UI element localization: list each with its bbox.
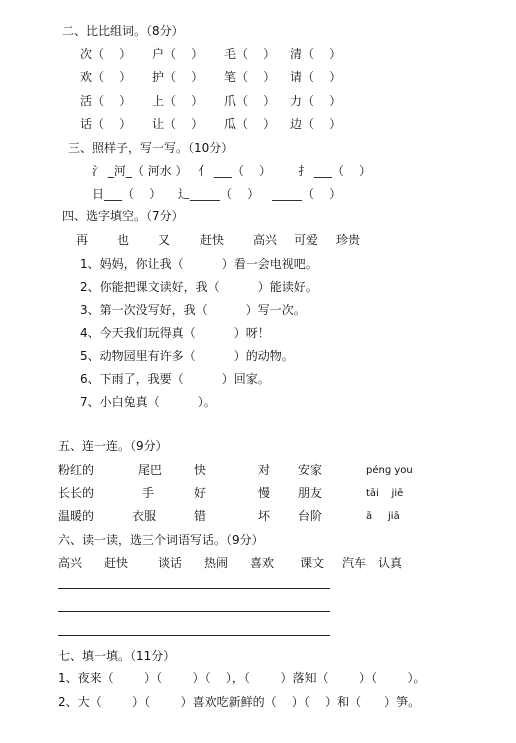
match-item: 错 <box>194 509 207 523</box>
word-cell: 边（ ） <box>290 117 342 131</box>
match-item: 手 <box>142 486 155 500</box>
example-item: 辶_____（ ） <box>178 187 260 201</box>
word-option: 热闹 <box>204 556 229 570</box>
word-option: 高兴 <box>58 556 83 570</box>
fill-sentence: 5、动物园里有许多（ ）的动物。 <box>80 349 294 363</box>
fill-sentence: 3、第一次没写好，我（ ）写一次。 <box>80 303 306 317</box>
word-cell: 请（ ） <box>290 70 342 84</box>
example-item: 扌 ___（ ） <box>298 164 372 178</box>
word-cell: 欢（ ） <box>80 70 132 84</box>
word-cell: 笔（ ） <box>224 70 276 84</box>
word-option: 赶快 <box>104 556 129 570</box>
word-cell: 话（ ） <box>80 117 132 131</box>
word-bank-item: 珍贵 <box>336 233 361 247</box>
fill-sentence: 7、小白兔真（ ）。 <box>80 395 216 409</box>
section-2-title: 二、比比组词。（8分） <box>62 24 184 38</box>
fill-sentence: 4、今天我们玩得真（ ）呀！ <box>80 326 270 340</box>
word-option: 课文 <box>300 556 325 570</box>
fill-sentence: 2、大（ ）（ ）喜欢吃新鲜的（ ）（ ）和（ ）笋。 <box>58 695 421 709</box>
word-cell: 活（ ） <box>80 94 132 108</box>
match-item: 坏 <box>258 509 271 523</box>
match-item: 快 <box>194 463 207 477</box>
match-item: 长长的 <box>58 486 95 500</box>
section-3-title: 三、照样子，写一写。（10分） <box>68 141 234 155</box>
match-item: 好 <box>194 486 207 500</box>
pinyin-item: tāi jiē <box>366 488 404 499</box>
example-item: 氵 _河_（ 河水 ） <box>92 164 188 178</box>
word-cell: 次（ ） <box>80 47 132 61</box>
writing-line[interactable] <box>58 611 330 612</box>
example-item: 亻 ___（ ） <box>198 164 272 178</box>
match-item: 安家 <box>298 463 323 477</box>
word-option: 汽车 <box>342 556 367 570</box>
word-cell: 爪（ ） <box>224 94 276 108</box>
word-option: 认真 <box>378 556 403 570</box>
section-5-title: 五、连一连。（9分） <box>58 439 168 453</box>
section-7-title: 七、填一填。（11分） <box>58 649 176 663</box>
pinyin-item: ā jiā <box>366 511 400 522</box>
example-item: 日___（ ） <box>92 187 162 201</box>
match-item: 尾巴 <box>138 463 163 477</box>
word-cell: 户（ ） <box>152 47 204 61</box>
section-4-title: 四、选字填空。（7分） <box>62 209 184 223</box>
word-cell: 力（ ） <box>290 94 342 108</box>
writing-line[interactable] <box>58 635 330 636</box>
word-bank-item: 高兴 <box>253 233 278 247</box>
word-cell: 瓜（ ） <box>224 117 276 131</box>
match-item: 衣服 <box>132 509 157 523</box>
word-cell: 毛（ ） <box>224 47 276 61</box>
match-item: 粉红的 <box>58 463 95 477</box>
word-cell: 让（ ） <box>152 117 204 131</box>
fill-sentence: 1、妈妈，你让我（ ）看一会电视吧。 <box>80 257 318 271</box>
word-bank-item: 也 <box>117 233 130 247</box>
word-bank-item: 赶快 <box>200 233 225 247</box>
example-item: _____（ ） <box>272 187 342 201</box>
match-item: 对 <box>258 463 271 477</box>
writing-line[interactable] <box>58 588 330 589</box>
poem-fill-line: 1、夜来（ ）（ ）（ ），（ ）落知（ ）（ ）。 <box>58 671 426 685</box>
word-option: 喜欢 <box>250 556 275 570</box>
section-6-title: 六、读一读，选三个词语写话。（9分） <box>58 533 264 547</box>
word-bank-item: 可爱 <box>294 233 319 247</box>
fill-sentence: 2、你能把课文读好，我（ ）能读好。 <box>80 280 318 294</box>
fill-sentence: 6、下雨了，我要（ ）回家。 <box>80 372 270 386</box>
match-item: 温暖的 <box>58 509 95 523</box>
match-item: 朋友 <box>298 486 323 500</box>
match-item: 慢 <box>258 486 271 500</box>
word-bank-item: 又 <box>158 233 171 247</box>
word-bank-item: 再 <box>76 233 89 247</box>
word-cell: 护（ ） <box>152 70 204 84</box>
word-cell: 清（ ） <box>290 47 342 61</box>
word-option: 谈话 <box>158 556 183 570</box>
word-cell: 上（ ） <box>152 94 204 108</box>
pinyin-item: pénɡ you <box>366 465 413 476</box>
match-item: 台阶 <box>298 509 323 523</box>
